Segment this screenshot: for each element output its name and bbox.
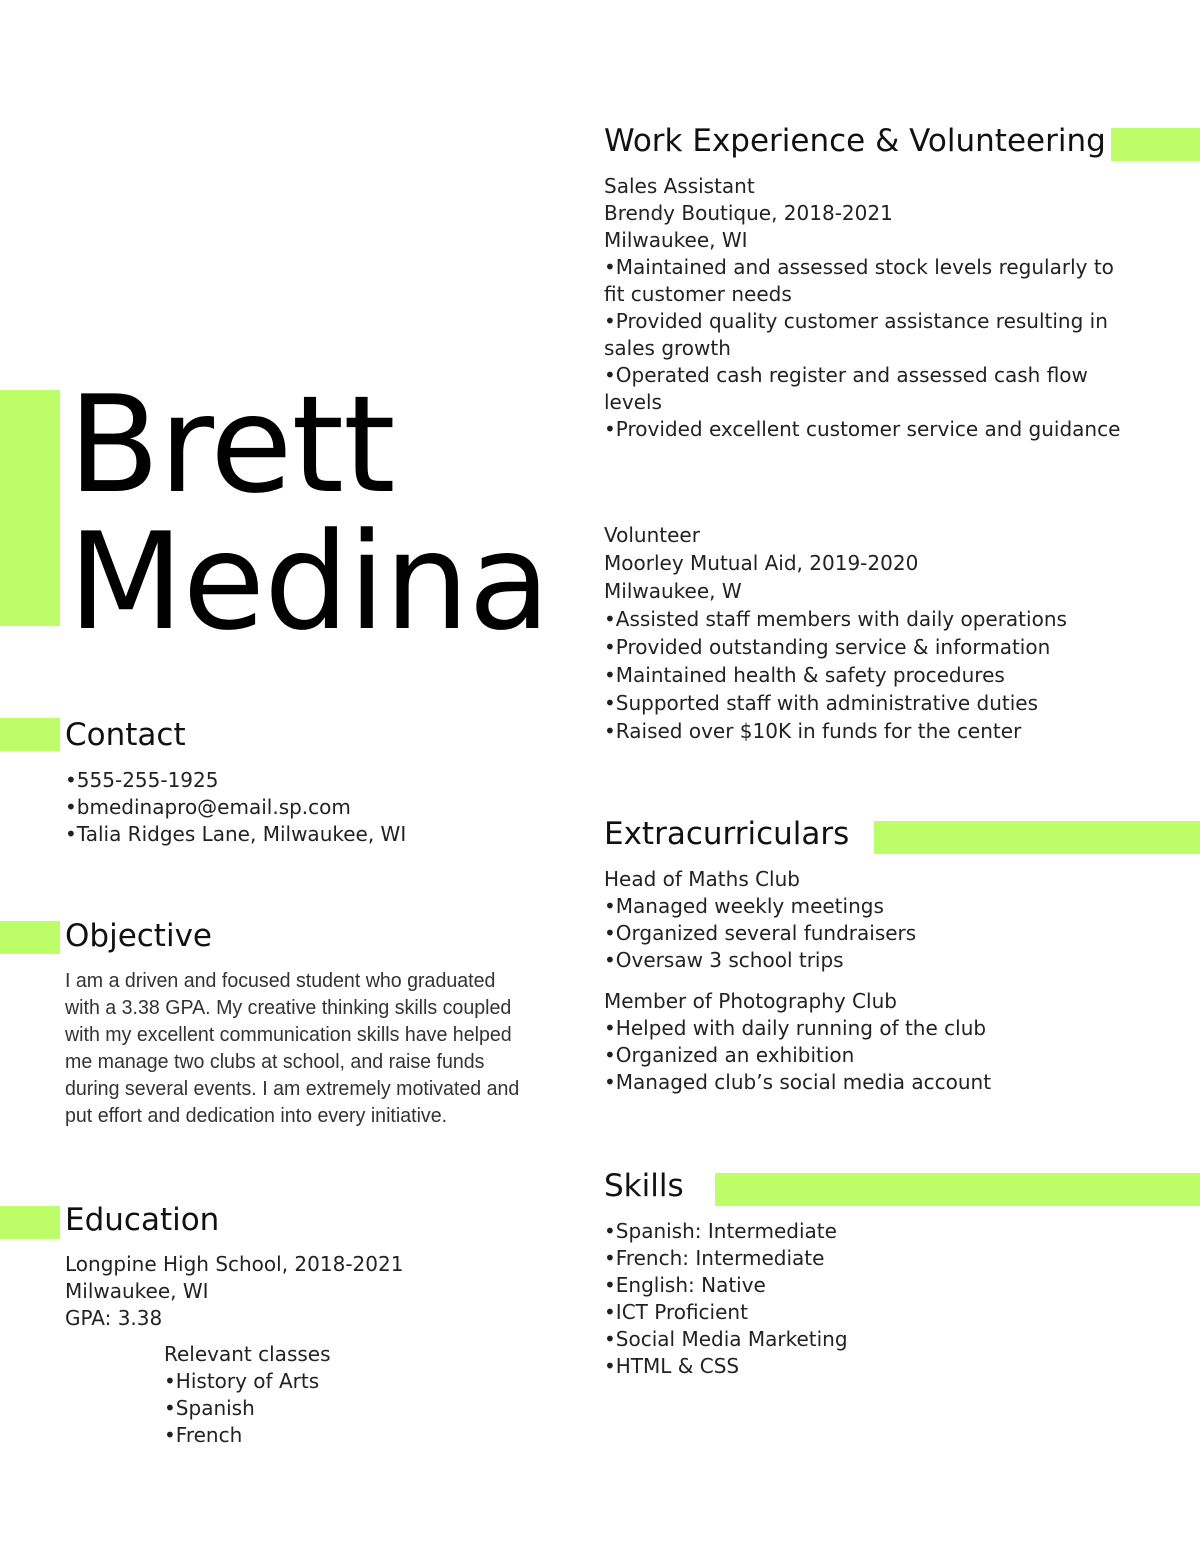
- education-accent-bar: [0, 1206, 60, 1239]
- club-bullet: •Organized several fundraisers: [604, 921, 917, 945]
- job-location: Milwaukee, W: [604, 579, 742, 603]
- job-location: Milwaukee, WI: [604, 228, 748, 252]
- education-details: [65, 1251, 403, 1332]
- job-title: Volunteer: [604, 523, 700, 547]
- work-entry-sales-assistant: [604, 173, 1124, 443]
- contact-accent-bar: [0, 718, 60, 751]
- club-bullet: •Oversaw 3 school trips: [604, 948, 844, 972]
- work-heading: Work Experience & Volunteering: [604, 123, 1106, 159]
- skill-item: •HTML & CSS: [604, 1354, 740, 1378]
- club-bullet: •Managed club’s social media account: [604, 1070, 992, 1094]
- skills-heading: Skills: [604, 1168, 684, 1204]
- education-location: Milwaukee, WI: [65, 1279, 209, 1303]
- skill-item: •Social Media Marketing: [604, 1327, 848, 1351]
- skill-item: •French: Intermediate: [604, 1246, 825, 1270]
- club-title: Member of Photography Club: [604, 989, 897, 1013]
- contact-list: [65, 767, 406, 848]
- skill-item: •English: Native: [604, 1273, 766, 1297]
- extracurricular-photography-club: [604, 988, 991, 1096]
- job-bullet: •Supported staff with administrative duties: [604, 691, 1039, 715]
- objective-heading: Objective: [65, 918, 212, 954]
- job-bullet: •Provided excellent customer service and guidance: [604, 417, 1121, 441]
- classes-heading: Relevant classes: [164, 1342, 331, 1366]
- club-bullet: •Managed weekly meetings: [604, 894, 884, 918]
- contact-heading: Contact: [65, 717, 186, 753]
- extracurricular-maths-club: [604, 866, 916, 974]
- contact-phone: •555-255-1925: [65, 768, 219, 792]
- education-school: Longpine High School, 2018-2021: [65, 1252, 404, 1276]
- job-bullet: •Provided outstanding service & information: [604, 635, 1051, 659]
- job-bullet: •Maintained health & safety procedures: [604, 663, 1005, 687]
- first-name: Brett: [68, 367, 395, 523]
- extracurriculars-heading: Extracurriculars: [604, 816, 850, 852]
- work-accent-bar: [1111, 128, 1200, 161]
- class-item: •French: [164, 1423, 243, 1447]
- job-bullet: •Raised over $10K in funds for the center: [604, 719, 1022, 743]
- contact-email: •bmedinapro@email.sp.com: [65, 795, 351, 819]
- job-bullet: •Maintained and assessed stock levels regularly to fit customer needs: [604, 255, 1114, 306]
- last-name: Medina: [68, 504, 550, 660]
- extracurriculars-accent-bar: [874, 821, 1200, 854]
- job-bullet: •Provided quality customer assistance resulting in sales growth: [604, 309, 1108, 360]
- education-gpa: GPA: 3.38: [65, 1306, 163, 1330]
- skills-accent-bar: [715, 1173, 1200, 1206]
- club-bullet: •Organized an exhibition: [604, 1043, 855, 1067]
- work-entry-volunteer: [604, 521, 1067, 745]
- club-bullet: •Helped with daily running of the club: [604, 1016, 987, 1040]
- job-bullet: •Assisted staff members with daily operations: [604, 607, 1067, 631]
- class-item: •Spanish: [164, 1396, 255, 1420]
- education-heading: Education: [65, 1202, 220, 1238]
- objective-accent-bar: [0, 921, 60, 954]
- contact-address: •Talia Ridges Lane, Milwaukee, WI: [65, 822, 407, 846]
- education-classes: [164, 1341, 331, 1449]
- skills-list: [604, 1218, 848, 1380]
- job-title: Sales Assistant: [604, 174, 755, 198]
- skill-item: •ICT Proficient: [604, 1300, 748, 1324]
- job-employer: Moorley Mutual Aid, 2019-2020: [604, 551, 919, 575]
- job-bullet: •Operated cash register and assessed cash flow levels: [604, 363, 1088, 414]
- skill-item: •Spanish: Intermediate: [604, 1219, 837, 1243]
- name-accent-bar: [0, 390, 60, 626]
- class-item: •History of Arts: [164, 1369, 320, 1393]
- job-employer: Brendy Boutique, 2018-2021: [604, 201, 893, 225]
- club-title: Head of Maths Club: [604, 867, 800, 891]
- objective-text: I am a driven and focused student who graduated with a 3.38 GPA. My creative thinking skills coupled with my excellent communication skills have helped me manage two clubs at school, and raise funds during several events. I am extremely motivated and put effort and dedication into every initiative.: [65, 970, 520, 1127]
